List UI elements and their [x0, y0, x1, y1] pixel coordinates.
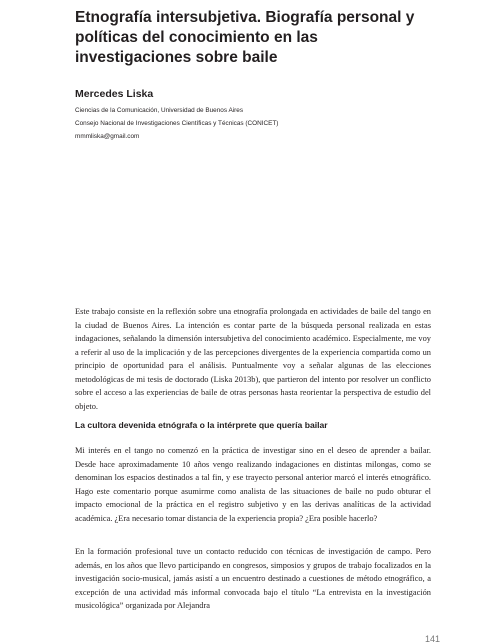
- article-title: Etnografía intersubjetiva. Biografía personal y políticas del conocimiento en las investigaciones sobre baile: [75, 9, 415, 66]
- page-number: 141: [424, 634, 440, 644]
- body-paragraph: En la formación profesional tuve un contacto reducido con técnicas de investigación de campo. Pero además, en los años que llevo participando en congresos, simposios y grupos de trabajo focalizados en la investigación socio-musical, jamás asistí a un encuentro destinado a cuestiones de método etnográfico, a excepción de una actividad más informal convocada bajo el título “La entrevista en la investigación musicológica” organizada por Alejandra: [75, 547, 431, 610]
- author-affiliation-university: Ciencias de la Comunicación, Universidad de Buenos Aires: [75, 107, 244, 114]
- author-name: Mercedes Liska: [75, 88, 154, 100]
- abstract-paragraph: Este trabajo consiste en la reflexión sobre una etnografía prolongada en actividades de baile del tango en la ciudad de Buenos Aires. La intención es contar parte de la búsqueda personal realizada en estas indagaciones, señalando la dimensión intersubjetiva del conocimiento académico. Especialmente, me voy a referir al uso de la implicación y de las percepciones divergentes de la experiencia compartida como un principio de oportunidad para el análisis. Puntualmente voy a señalar algunas de las elecciones metodológicas de mi tesis de doctorado (Liska 2013b), que partieron del intento por resolver un conflicto sobre el acceso a las experiencias de baile de otras personas hasta reorientar la perspectiva de estudio del objeto.: [75, 307, 431, 411]
- body-paragraph: Mi interés en el tango no comenzó en la práctica de investigar sino en el deseo de aprender a bailar. Desde hace aproximadamente 10 años vengo realizando indagaciones en distintas milongas, como se denominan los espacios destinados a tal fin, y ese trayecto personal anterior marcó el interés etnográfico. Hago este comentario porque asumirme como analista de las situaciones de baile no pudo obturar el impacto emocional de la práctica en el registro subjetivo y en las derivas analíticas de la actividad académica. ¿Era necesario tomar distancia de la experiencia propia? ¿Era posible hacerlo?: [75, 446, 431, 523]
- section-heading: La cultora devenida etnógrafa o la intérprete que quería bailar: [75, 420, 328, 430]
- author-affiliation-conicet: Consejo Nacional de Investigaciones Científicas y Técnicas (CONICET): [75, 120, 279, 127]
- author-email: mmmliska@gmail.com: [75, 133, 140, 140]
